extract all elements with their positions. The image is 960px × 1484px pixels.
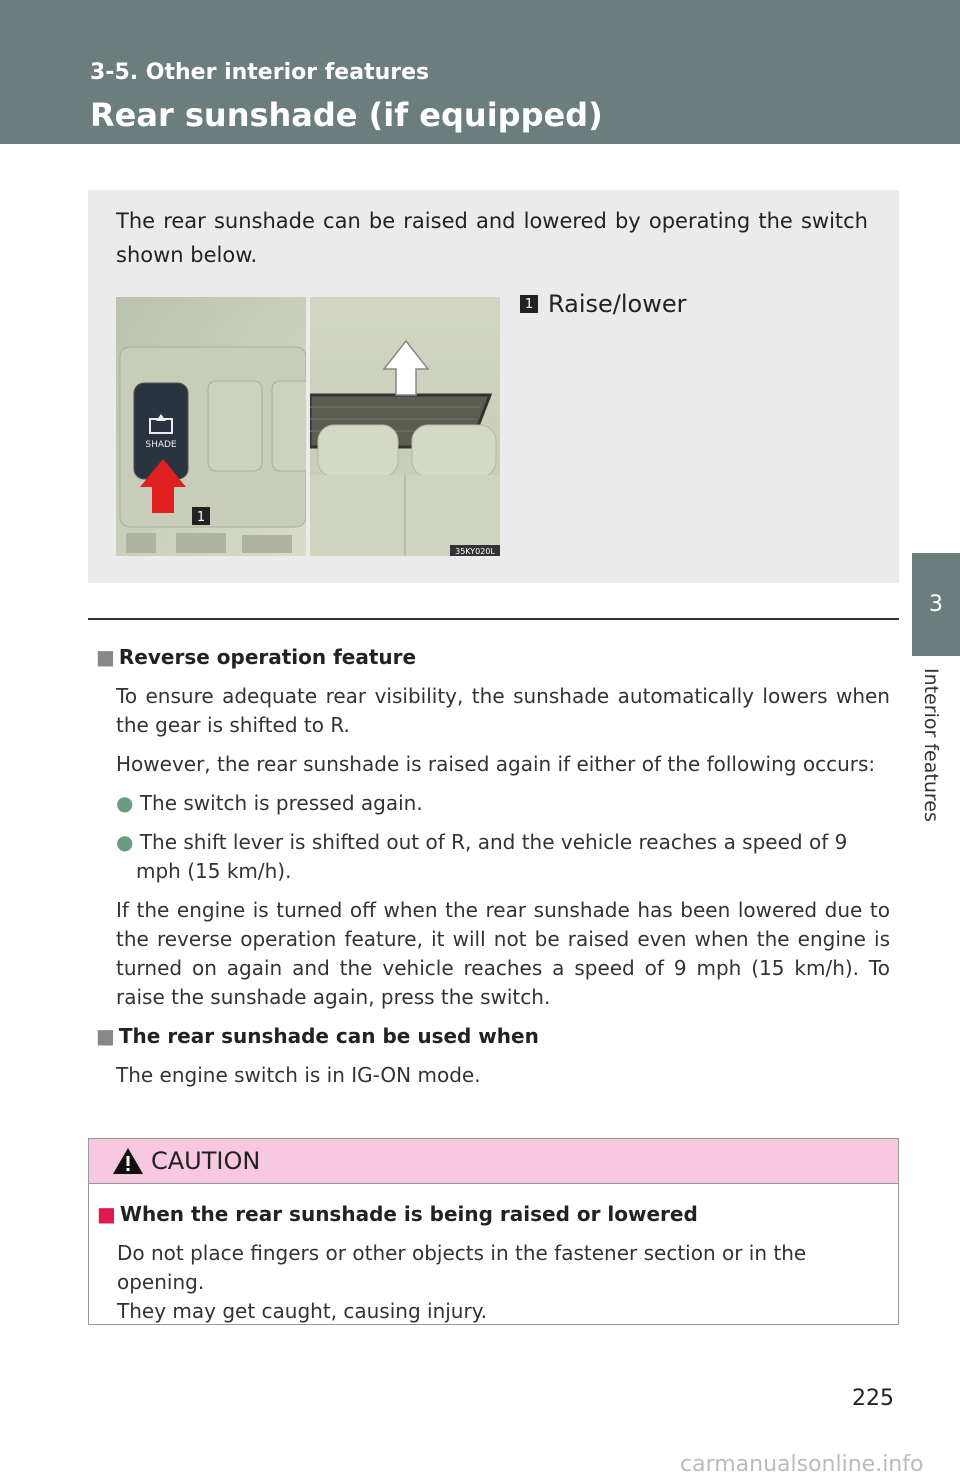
watermark: carmanualsonline.info xyxy=(680,1452,924,1477)
photo-callout-number: 1 xyxy=(196,510,206,525)
section-divider xyxy=(88,618,899,620)
usage-heading: ■ The rear sunshade can be used when xyxy=(96,1024,539,1048)
chapter-tab[interactable] xyxy=(912,553,960,656)
page-number: 225 xyxy=(852,1386,894,1411)
reverse-heading: ■ Reverse operation feature xyxy=(96,645,417,669)
intro-text: The rear sunshade can be raised and lowered by operating the switch shown below. xyxy=(116,209,868,267)
caution-box xyxy=(88,1138,899,1325)
page-title: Rear sunshade (if equipped) xyxy=(90,96,603,134)
switch-photo xyxy=(116,297,306,556)
warning-icon xyxy=(111,1146,145,1176)
caution-header xyxy=(89,1139,898,1184)
reverse-p2: However, the rear sunshade is raised again if either of the following occurs: xyxy=(116,752,876,776)
page-header xyxy=(0,0,960,144)
switch-label: SHADE xyxy=(145,440,177,450)
caution-content xyxy=(89,1184,898,1326)
section-title: 3-5. Other interior features xyxy=(90,60,430,85)
chapter-label: Interior features xyxy=(920,668,942,822)
list-item: ● The switch is pressed again. xyxy=(116,791,423,815)
legend-label: Raise/lower xyxy=(548,290,687,318)
caution-text-1: Do not place fingers or other objects in the fastener section or in the opening. xyxy=(117,1241,807,1294)
caution-heading: ■ When the rear sunshade is being raised or lowered xyxy=(97,1202,698,1226)
reverse-p3: If the engine is turned off when the rear sunshade has been lowered due to the reverse operation feature, it will not be raised even when the engine is turned on again and the vehicle reaches a speed of 9 mph (15 km/h). To raise the sunshade again, press the switch. xyxy=(116,898,890,1009)
photo-code: 35KY020L xyxy=(455,547,495,556)
reverse-p1: To ensure adequate rear visibility, the sunshade automatically lowers when the gear is shifted to R. xyxy=(116,684,890,737)
caution-text-2: They may get caught, causing injury. xyxy=(117,1299,488,1323)
caution-label: CAUTION xyxy=(151,1147,261,1175)
chapter-number: 3 xyxy=(929,592,943,617)
body-content xyxy=(96,643,890,1100)
intro-box xyxy=(88,190,899,583)
sunshade-photo xyxy=(310,297,500,556)
legend-item xyxy=(520,290,687,318)
usage-text: The engine switch is in IG-ON mode. xyxy=(116,1063,481,1087)
legend-number: 1 xyxy=(520,295,538,313)
list-item: ● The shift lever is shifted out of R, and the vehicle reaches a speed of 9 mph (15 km/h). xyxy=(116,830,848,883)
